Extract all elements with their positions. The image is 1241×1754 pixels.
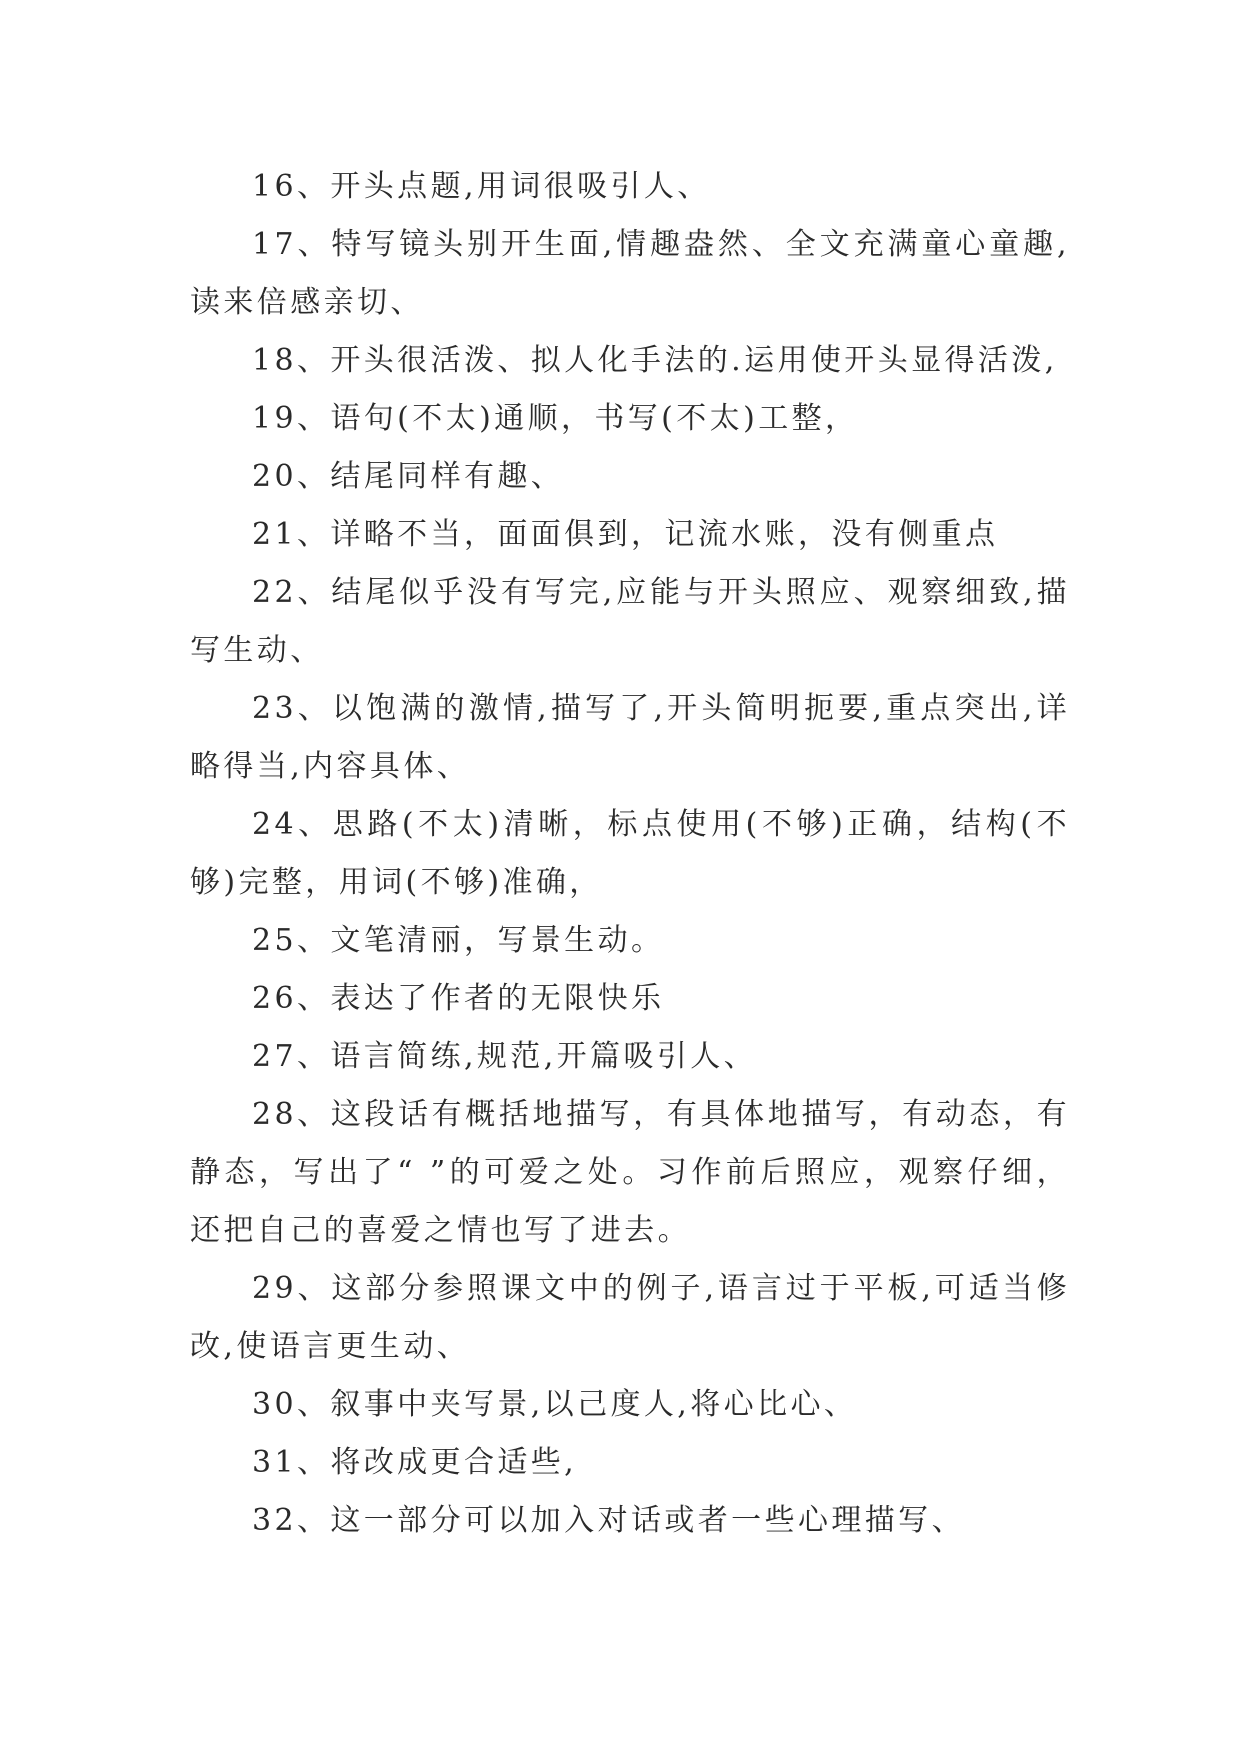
comment-18: 18、开头很活泼、拟人化手法的.运用使开头显得活泼, bbox=[252, 343, 1058, 378]
comment-31: 31、将改成更合适些, bbox=[252, 1445, 578, 1480]
comment-24: 24、思路(不太)清晰，标点使用(不够)正确，结构(不够)完整，用词(不够)准确， bbox=[190, 807, 1070, 900]
comment-16: 16、开头点题,用词很吸引人、 bbox=[252, 169, 711, 204]
comment-19: 19、语句(不太)通顺，书写(不太)工整， bbox=[252, 401, 859, 436]
comment-32: 32、这一部分可以加入对话或者一些心理描写、 bbox=[252, 1503, 965, 1538]
comment-17: 17、特写镜头别开生面,情趣盎然、全文充满童心童趣,读来倍感亲切、 bbox=[190, 227, 1070, 320]
comment-30: 30、叙事中夹写景,以己度人,将心比心、 bbox=[252, 1387, 858, 1422]
comment-23: 23、以饱满的激情,描写了,开头简明扼要,重点突出,详略得当,内容具体、 bbox=[190, 691, 1070, 784]
comment-22: 22、结尾似乎没有写完,应能与开头照应、观察细致,描写生动、 bbox=[190, 575, 1070, 668]
comment-27: 27、语言简练,规范,开篇吸引人、 bbox=[252, 1039, 758, 1074]
comment-list bbox=[190, 158, 1070, 1550]
comment-25: 25、文笔清丽，写景生动。 bbox=[252, 923, 665, 958]
comment-29: 29、这部分参照课文中的例子,语言过于平板,可适当修改,使语言更生动、 bbox=[190, 1271, 1070, 1364]
comment-20: 20、结尾同样有趣、 bbox=[252, 459, 565, 494]
comment-26: 26、表达了作者的无限快乐 bbox=[252, 981, 665, 1016]
comment-28: 28、这段话有概括地描写，有具体地描写，有动态，有静态，写出了“ ”的可爱之处。习作前后照应，观察仔细，还把自己的喜爱之情也写了进去。 bbox=[190, 1097, 1070, 1248]
comment-21: 21、详略不当，面面俱到，记流水账，没有侧重点 bbox=[252, 517, 999, 552]
